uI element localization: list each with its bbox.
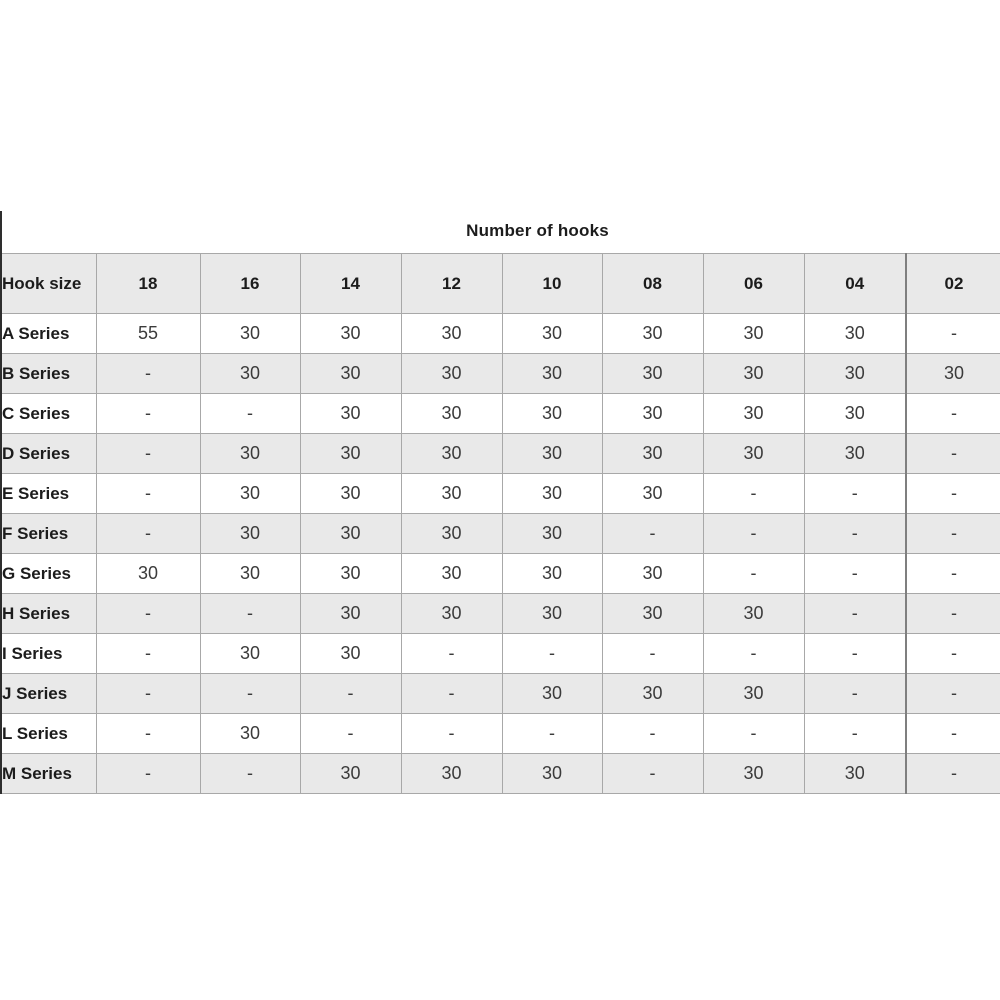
value-cell: 30 — [804, 394, 906, 434]
value-cell: 30 — [602, 594, 703, 634]
table-row — [1, 594, 1000, 634]
value-cell: 30 — [401, 514, 502, 554]
value-cell: 30 — [703, 434, 804, 474]
value-cell: - — [96, 394, 200, 434]
value-cell: 30 — [703, 594, 804, 634]
column-header: 12 — [401, 254, 502, 314]
value-cell: 30 — [502, 674, 602, 714]
table-row — [1, 674, 1000, 714]
value-cell: - — [703, 474, 804, 514]
value-cell: 30 — [401, 474, 502, 514]
value-cell: 30 — [502, 474, 602, 514]
row-label: M Series — [1, 754, 96, 794]
value-cell: - — [906, 514, 1000, 554]
column-header: 08 — [602, 254, 703, 314]
value-cell: - — [906, 594, 1000, 634]
value-cell: 30 — [703, 674, 804, 714]
row-label: F Series — [1, 514, 96, 554]
value-cell: - — [804, 514, 906, 554]
table-row — [1, 554, 1000, 594]
value-cell: - — [906, 314, 1000, 354]
value-cell: - — [602, 514, 703, 554]
column-header: 18 — [96, 254, 200, 314]
value-cell: 30 — [602, 314, 703, 354]
value-cell: 30 — [804, 354, 906, 394]
cropped-border-segment — [0, 211, 2, 253]
value-cell: 30 — [602, 554, 703, 594]
value-cell: - — [906, 394, 1000, 434]
value-cell: - — [804, 474, 906, 514]
table-row — [1, 714, 1000, 754]
row-label: J Series — [1, 674, 96, 714]
value-cell: - — [703, 554, 804, 594]
value-cell: 30 — [502, 554, 602, 594]
value-cell: - — [703, 714, 804, 754]
row-label: B Series — [1, 354, 96, 394]
value-cell: 55 — [96, 314, 200, 354]
value-cell: - — [804, 634, 906, 674]
value-cell: 30 — [703, 754, 804, 794]
value-cell: - — [96, 594, 200, 634]
value-cell: - — [96, 514, 200, 554]
table-row — [1, 314, 1000, 354]
value-cell: 30 — [602, 394, 703, 434]
value-cell: - — [906, 554, 1000, 594]
value-cell: 30 — [300, 434, 401, 474]
value-cell: - — [906, 754, 1000, 794]
value-cell: - — [602, 714, 703, 754]
value-cell: - — [906, 634, 1000, 674]
value-cell: - — [200, 754, 300, 794]
value-cell: 30 — [300, 594, 401, 634]
value-cell: - — [602, 634, 703, 674]
column-header: 06 — [703, 254, 804, 314]
value-cell: 30 — [401, 434, 502, 474]
value-cell: 30 — [300, 514, 401, 554]
table-row — [1, 434, 1000, 474]
value-cell: 30 — [200, 314, 300, 354]
value-cell: 30 — [200, 434, 300, 474]
value-cell: 30 — [703, 354, 804, 394]
value-cell: 30 — [502, 754, 602, 794]
value-cell: 30 — [300, 754, 401, 794]
value-cell: 30 — [502, 314, 602, 354]
value-cell: - — [906, 474, 1000, 514]
value-cell: - — [96, 714, 200, 754]
value-cell: - — [96, 474, 200, 514]
table-title: Number of hooks — [466, 221, 609, 240]
value-cell: - — [703, 634, 804, 674]
value-cell: 30 — [401, 314, 502, 354]
value-cell: 30 — [502, 514, 602, 554]
row-label: G Series — [1, 554, 96, 594]
value-cell: - — [804, 594, 906, 634]
row-label: L Series — [1, 714, 96, 754]
value-cell: - — [804, 674, 906, 714]
value-cell: 30 — [200, 554, 300, 594]
value-cell: 30 — [602, 434, 703, 474]
row-label: D Series — [1, 434, 96, 474]
column-header: 14 — [300, 254, 401, 314]
value-cell: - — [200, 594, 300, 634]
header-row — [1, 254, 1000, 314]
value-cell: 30 — [804, 754, 906, 794]
value-cell: 30 — [401, 394, 502, 434]
value-cell: 30 — [804, 434, 906, 474]
hooks-table — [0, 253, 1000, 794]
row-label: E Series — [1, 474, 96, 514]
value-cell: - — [300, 674, 401, 714]
value-cell: 30 — [602, 354, 703, 394]
value-cell: 30 — [300, 474, 401, 514]
column-header: 02 — [906, 254, 1000, 314]
value-cell: 30 — [602, 474, 703, 514]
value-cell: 30 — [96, 554, 200, 594]
table-row — [1, 754, 1000, 794]
value-cell: 30 — [200, 354, 300, 394]
value-cell: 30 — [602, 674, 703, 714]
value-cell: - — [502, 714, 602, 754]
value-cell: 30 — [401, 554, 502, 594]
column-header: 10 — [502, 254, 602, 314]
value-cell: - — [96, 434, 200, 474]
value-cell: - — [906, 714, 1000, 754]
value-cell: 30 — [401, 354, 502, 394]
value-cell: 30 — [300, 314, 401, 354]
value-cell: - — [703, 514, 804, 554]
value-cell: 30 — [502, 354, 602, 394]
value-cell: - — [906, 434, 1000, 474]
value-cell: - — [401, 674, 502, 714]
value-cell: 30 — [401, 594, 502, 634]
value-cell: 30 — [200, 474, 300, 514]
value-cell: 30 — [300, 354, 401, 394]
value-cell: - — [200, 674, 300, 714]
table-row — [1, 514, 1000, 554]
value-cell: 30 — [703, 314, 804, 354]
row-label: H Series — [1, 594, 96, 634]
value-cell: 30 — [804, 314, 906, 354]
column-header: 04 — [804, 254, 906, 314]
value-cell: 30 — [401, 754, 502, 794]
row-label: A Series — [1, 314, 96, 354]
value-cell: - — [804, 714, 906, 754]
value-cell: - — [401, 714, 502, 754]
value-cell: - — [96, 634, 200, 674]
table-row — [1, 354, 1000, 394]
value-cell: - — [502, 634, 602, 674]
value-cell: 30 — [300, 554, 401, 594]
value-cell: - — [96, 354, 200, 394]
table-row — [1, 474, 1000, 514]
value-cell: - — [401, 634, 502, 674]
value-cell: - — [96, 674, 200, 714]
value-cell: 30 — [200, 634, 300, 674]
value-cell: - — [300, 714, 401, 754]
row-label: C Series — [1, 394, 96, 434]
corner-header: Hook size — [1, 254, 96, 314]
table-row — [1, 394, 1000, 434]
value-cell: 30 — [906, 354, 1000, 394]
value-cell: - — [906, 674, 1000, 714]
row-label: I Series — [1, 634, 96, 674]
table-row — [1, 634, 1000, 674]
value-cell: - — [200, 394, 300, 434]
value-cell: 30 — [502, 394, 602, 434]
value-cell: 30 — [300, 634, 401, 674]
value-cell: - — [804, 554, 906, 594]
value-cell: 30 — [200, 514, 300, 554]
value-cell: 30 — [200, 714, 300, 754]
value-cell: 30 — [502, 434, 602, 474]
value-cell: 30 — [502, 594, 602, 634]
column-header: 16 — [200, 254, 300, 314]
value-cell: - — [602, 754, 703, 794]
value-cell: 30 — [703, 394, 804, 434]
value-cell: 30 — [300, 394, 401, 434]
value-cell: - — [96, 754, 200, 794]
